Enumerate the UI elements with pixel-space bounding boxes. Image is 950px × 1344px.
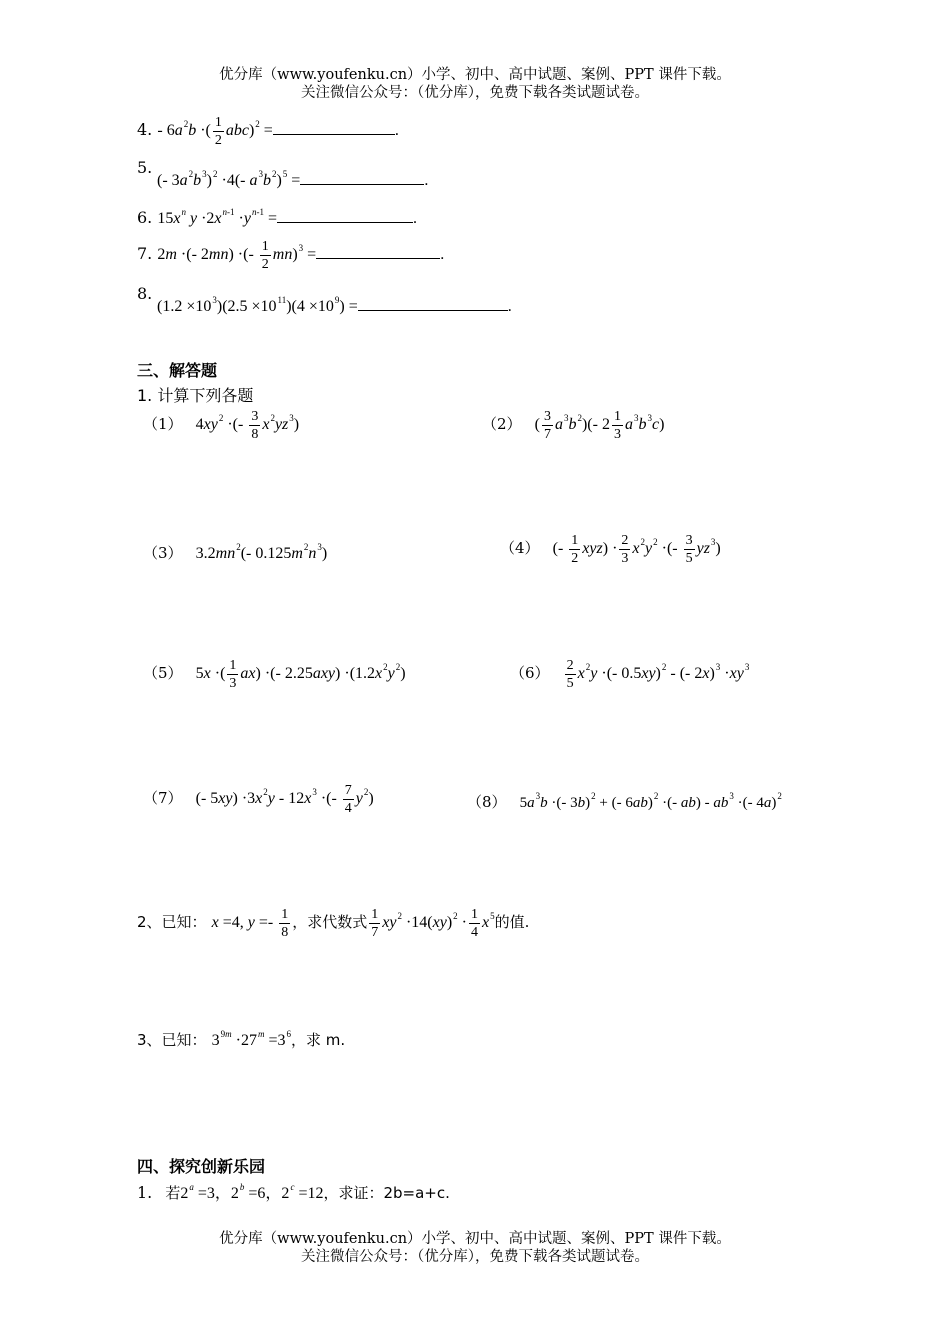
problem-3 — [143, 542, 327, 563]
problem-label: （8） — [467, 793, 507, 811]
problem-label: （5） — [143, 664, 183, 683]
math-expression: (- $3a^2b^3)^2 \cdot 4(-$ $a^3b^2)^5$ = . — [157, 169, 429, 189]
question-3 — [137, 1029, 345, 1050]
header-line-2: 关注微信公众号：（优分库），免费下载各类试题试卷。 — [301, 85, 649, 101]
math-expression: (- $\frac{1}{2}$ xyz) · $\frac{2}{3}$ $x^2y^2$ ·(- $\frac{3}{5}$ $yz^3$) — [552, 533, 721, 566]
question-5 — [137, 158, 152, 177]
question-7 — [137, 238, 444, 273]
footer-line-1: 优分库（www.youfenku.cn）小学、初中、高中试题、案例、PPT 课件下载。 — [219, 1231, 731, 1247]
problem-label: （4） — [500, 539, 540, 558]
problem-2 — [482, 408, 664, 443]
header-line-1: 优分库（www.youfenku.cn）小学、初中、高中试题、案例、PPT 课件下载。 — [219, 67, 731, 83]
problem-label: （7） — [143, 789, 183, 808]
math-expression: (- $5xy) \cdot 3x^2y - 12x^3$ ·(- $\frac{7}{4}$ $y^2$) — [195, 783, 374, 816]
problem-6 — [510, 657, 749, 692]
question-text: ，求证：2b=a+c. — [323, 1184, 450, 1202]
question-label: 2、已知： — [137, 913, 207, 932]
section-title: 三、解答题 — [137, 361, 218, 380]
problem-7 — [143, 782, 374, 817]
math-expression: $5a^3b$ ·(- 3b)$^2$ + (- 6ab)$^2$ ·(- $ab) - ab^3$ ·(- 4a)$^2$ — [519, 791, 782, 811]
question-number: 1. — [137, 1183, 153, 1202]
question-2 — [137, 906, 529, 941]
question-number: 4. — [137, 120, 153, 140]
question-text: ，求代数式 — [292, 913, 368, 932]
footer-line-2: 关注微信公众号：（优分库），免费下载各类试题试卷。 — [301, 1249, 649, 1265]
question-text: 若 — [165, 1184, 181, 1202]
problem-label: （6） — [510, 664, 550, 683]
question-1 — [137, 1180, 450, 1203]
math-expression: $3.2mn^2(-$ $0.125m^2n^3$) — [195, 542, 328, 562]
question-label: 3、已知： — [137, 1031, 207, 1049]
question-text: 的值. — [494, 913, 530, 932]
math-expression: $2^a =3$，$2^b =6$，$2^c =12$ — [180, 1182, 324, 1202]
math-expression: x =4, y =- $\frac{1}{8}$ — [211, 907, 289, 940]
question-number: 6. — [137, 208, 153, 227]
problem-1 — [143, 408, 299, 443]
problem-label: （3） — [143, 544, 183, 562]
question-number: 7. — [137, 244, 153, 264]
question-number: 5. — [137, 158, 153, 177]
math-expression: $(1.2 \times 10^3)(2.5 \times 10^{11})(4 \times 10^9)$ = . — [157, 295, 512, 315]
math-expression: - $6a^2b$ ·( $\frac{1}{2}$ abc)$^2$ = . — [157, 115, 399, 148]
question-4 — [137, 114, 399, 149]
question-8 — [137, 284, 152, 303]
problem-label: （1） — [143, 415, 183, 434]
problem-4 — [500, 532, 721, 567]
math-expression: $3^{9m} \cdot 27^m =3^6$ — [211, 1029, 291, 1049]
question-number: 8. — [137, 284, 153, 303]
problem-8 — [467, 791, 782, 812]
math-expression: $4xy^2$ ·(- $\frac{3}{8}$ $x^2yz^3$) — [195, 409, 300, 442]
problem-5 — [143, 657, 406, 692]
math-expression: $15x^n$ $y \cdot 2x^{n-1} \cdot y^{n-1}$ = . — [157, 207, 417, 227]
question-6 — [137, 208, 417, 228]
math-expression: $\frac{1}{7}$ $xy^2 \cdot 14(xy)^2$ · $\frac{1}{4}$ $x^5$ — [371, 907, 495, 940]
section-title: 四、探究创新乐园 — [137, 1157, 266, 1176]
math-expression: ( $\frac{3}{7}$ $a^3b^2)(-$ 2 $\frac{1}{3}$ $a^3b^3c$) — [534, 409, 665, 442]
math-expression: 2m ·(- 2mn) ·(- $\frac{1}{2}$ mn)$^3$ = . — [157, 239, 445, 272]
math-expression: $\frac{2}{5}$ $x^2y$ ·(- 0.5xy)$^2$ - (- $2x)^3 \cdot xy^3$ — [566, 658, 750, 691]
subsection-title: 1. 计算下列各题 — [137, 386, 254, 405]
question-text: ，求 m. — [291, 1031, 346, 1049]
problem-label: （2） — [482, 415, 522, 434]
math-expression: 5x ·( $\frac{1}{3}$ ax) ·(- $2.25axy) \cdot(1.2x^2y^2)$ — [195, 658, 406, 691]
